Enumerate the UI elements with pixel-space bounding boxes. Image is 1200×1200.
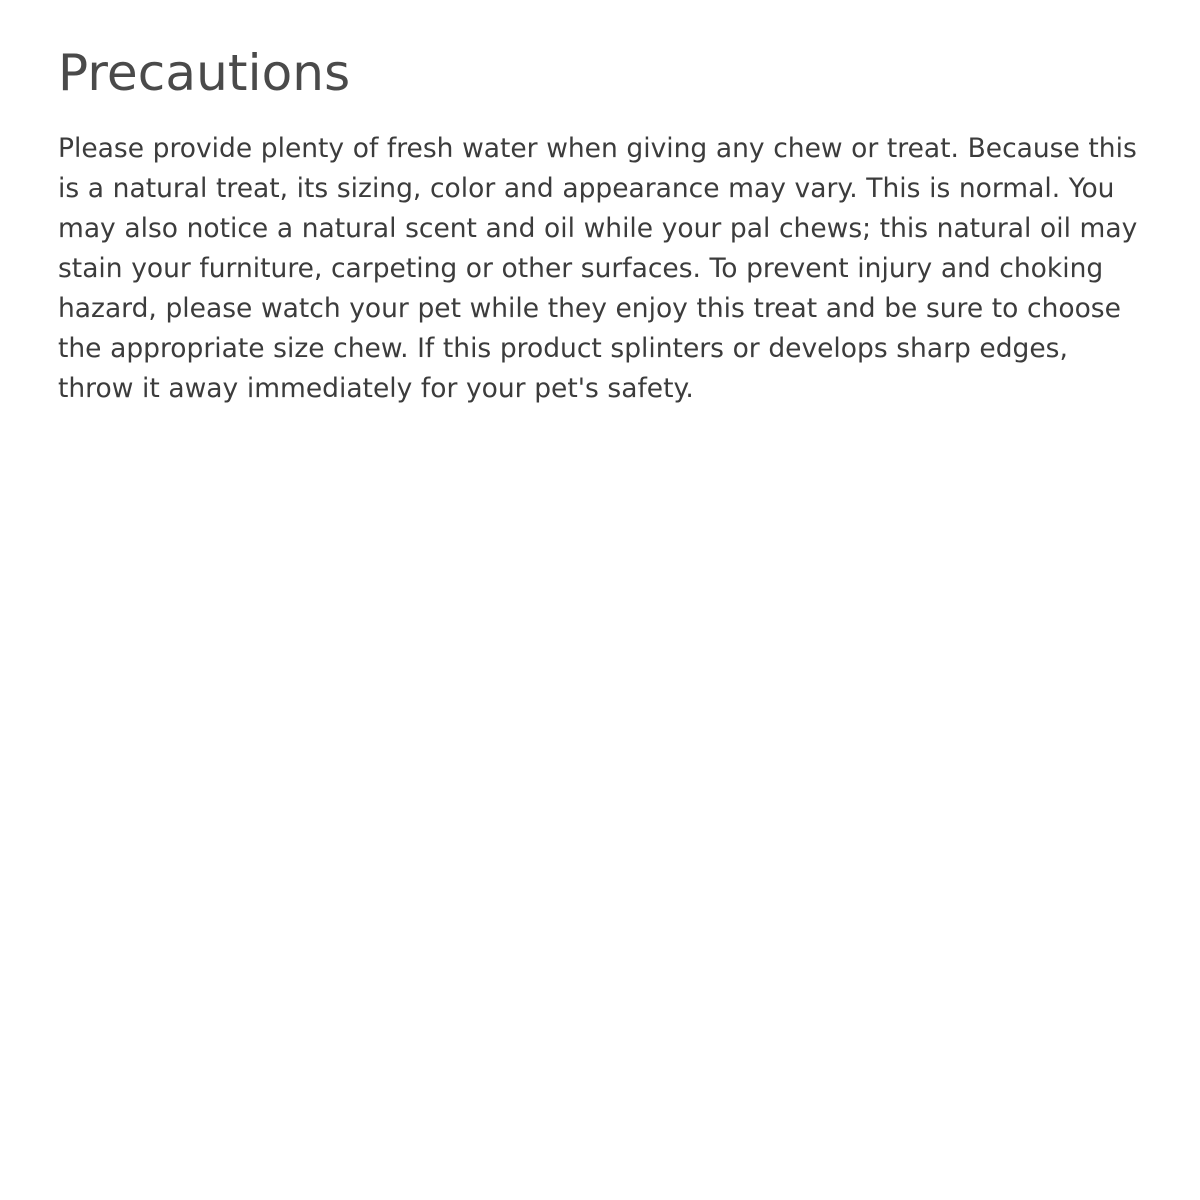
page-title: Precautions <box>58 44 351 102</box>
precautions-body-text: Please provide plenty of fresh water when giving any chew or treat. Because this is a natural treat, its sizing, color and appearance may vary. This is normal. You may also notice a natural scent and oil while your pal chews; this natural oil may stain your furniture, carpeting or other surfaces. To prevent injury and choking hazard, please watch your pet while they enjoy this treat and be sure to choose the appropriate size chew. If this product splinters or develops sharp edges, throw it away immediately for your pet's safety. <box>58 133 1138 404</box>
